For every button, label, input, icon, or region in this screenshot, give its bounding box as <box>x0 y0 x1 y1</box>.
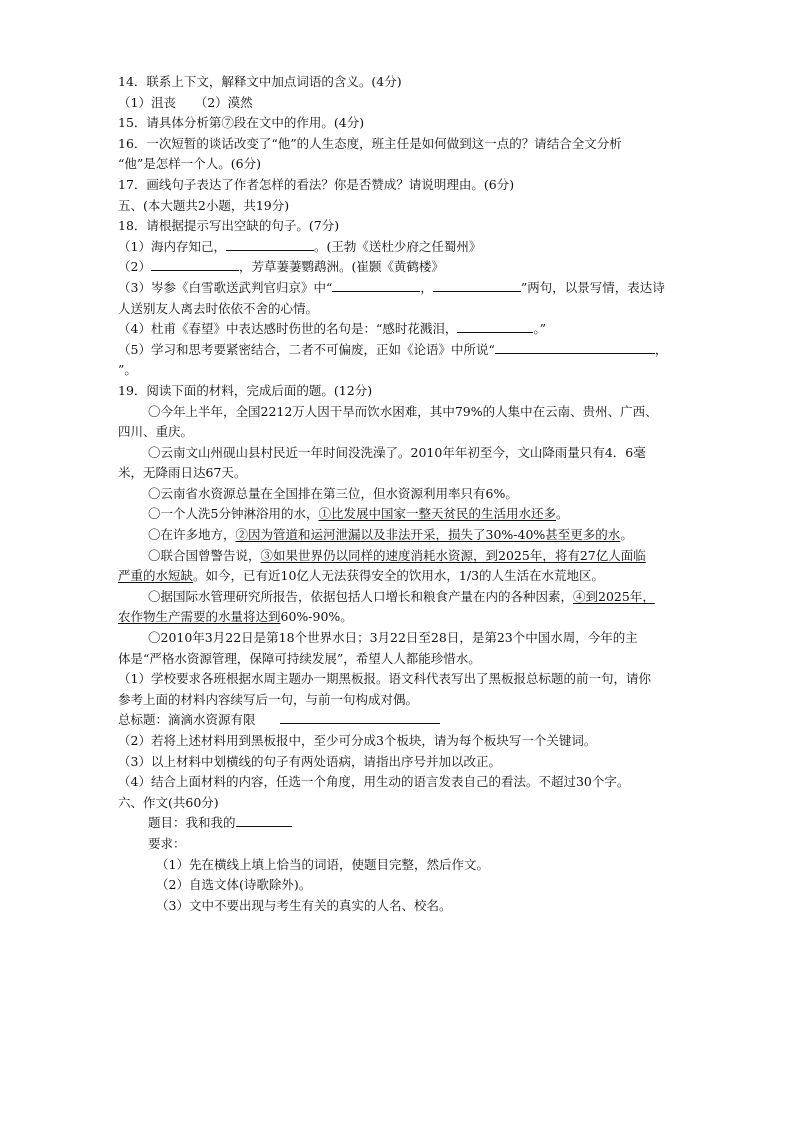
essay-title: 题目：我和我的 <box>118 813 718 834</box>
underlined-sentence-4: ④到2025年， <box>573 588 655 604</box>
question-18-item5: （5）学习和思考要紧密结合，二者不可偏废，正如《论语》中所说“ ， <box>118 341 668 357</box>
section-5-heading: 五、(本大题共2小题，共19分) <box>118 197 290 213</box>
question-14: 14．联系上下文，解释文中加点词语的含义。(4分) <box>118 74 402 89</box>
essay-requirement-2: （2）自选文体(诗歌除外)。 <box>156 877 312 893</box>
material-2: 〇云南文山州砚山县村民近一年时间没洗澡了。2010年年初至今，文山降雨量只有4．6毫 <box>148 444 646 460</box>
material-3: 〇云南省水资源总量在全国排在第三位，但水资源利用率只有6%。 <box>148 485 518 501</box>
section-6-heading: 六、作文(共60分) <box>118 794 219 810</box>
question-18-title: 18．请根据提示写出空缺的句子。(7分) <box>118 218 340 234</box>
question-18-item3-cont: 人送别友人离去时依依不舍的心情。 <box>118 300 319 316</box>
question-19-sub2: （2）若将上述材料用到黑板报中，至少可分成3个板块，请为每个板块写一个关键词。 <box>118 733 597 748</box>
material-4: 〇一个人洗5分钟淋浴用的水，①比发展中国家一整天贫民的生活用水还多。 <box>148 506 569 522</box>
question-19-sub3: （3）以上材料中划横线的句子有两处语病，请指出序号并加以改正。 <box>118 753 501 769</box>
question-19-title: 19．阅读下面的材料，完成后面的题。(12分) <box>118 382 373 398</box>
title-blank[interactable] <box>236 814 292 827</box>
underlined-sentence-2: ②因为管道和运河泄漏以及非法开采，损失了30%-40%甚至更多的水 <box>235 527 621 543</box>
question-18-item4: （4）杜甫《春望》中表达感时伤世的名句是：“感时花溅泪， 。” <box>118 321 546 337</box>
material-8-cont: 体是“严格水资源管理，保障可持续发展”，希望人人都能珍惜水。 <box>118 650 481 666</box>
material-7: 〇据国际水管理研究所报告，依据包括人口增长和粮食产量在内的各种因素，④到2025年， <box>148 588 655 604</box>
answer-blank[interactable] <box>495 341 655 354</box>
underlined-sentence-3: ③如果世界仍以同样的速度消耗水资源，到2025年，将有27亿人面临 <box>260 547 646 563</box>
question-18-item5-cont: ”。 <box>118 362 137 378</box>
material-6: 〇联合国曾警告说，③如果世界仍以同样的速度消耗水资源，到2025年，将有27亿人面临 <box>148 547 646 563</box>
essay-requirement-3: （3）文中不要出现与考生有关的真实的人名、校名。 <box>156 897 452 913</box>
material-8: 〇2010年3月22日是第18个世界水日；3月22日至28日，是第23个中国水周，今年的主 <box>148 630 638 646</box>
material-1: 〇今年上半年，全国2212万人因干旱而饮水困难，其中79%的人集中在云南、贵州、广西、 <box>148 403 658 419</box>
answer-blank[interactable] <box>457 320 533 333</box>
underlined-sentence-3-cont: 严重的水短缺 <box>118 568 194 584</box>
answer-blank[interactable] <box>226 238 314 251</box>
material-2-cont: 米，无降雨日达67天。 <box>118 465 247 481</box>
question-18-item2: （2） ，芳草萋萋鹦鹉洲。(崔颢《黄鹤楼》 <box>118 259 444 275</box>
question-19-sub4: （4）结合上面材料的内容，任选一个角度，用生动的语言发表自己的看法。不超过30个字。 <box>118 774 630 790</box>
question-18-item1: （1）海内存知己， 。(王勃《送杜少府之任蜀州》 <box>118 238 482 254</box>
material-7-cont: 农作物生产需要的水量将达到60%-90%。 <box>118 609 353 625</box>
blackboard-title-line: 总标题：滴滴水资源有限 <box>118 710 718 731</box>
question-19-sub1: （1）学校要求各班根据水周主题办一期黑板报。语文科代表写出了黑板报总标题的前一句，请你 <box>118 671 651 687</box>
exam-page <box>118 72 718 916</box>
material-5: 〇在许多地方，②因为管道和运河泄漏以及非法开采，损失了30%-40%甚至更多的水。 <box>148 527 633 543</box>
question-17: 17．画线句子表达了作者怎样的看法？你是否赞成？请说明理由。(6分) <box>118 176 515 192</box>
question-18-item3: （3）岑参《白雪歌送武判官归京》中“ ， ”两句，以景写情，表达诗 <box>118 279 665 295</box>
answer-blank[interactable] <box>280 711 440 724</box>
material-1-cont: 四川、重庆。 <box>118 424 194 440</box>
question-15: 15．请具体分析第⑦段在文中的作用。(4分) <box>118 115 365 131</box>
essay-requirements-label: 要求： <box>148 835 186 851</box>
answer-blank[interactable] <box>332 279 420 292</box>
question-16-line2: “他”是怎样一个人。(6分) <box>118 156 261 172</box>
underlined-sentence-4-cont: 农作物生产需要的水量将达到 <box>118 609 281 625</box>
answer-blank[interactable] <box>151 258 239 271</box>
question-16-line1: 16．一次短暂的谈话改变了“他”的人生态度，班主任是如何做到这一点的？请结合全文分析 <box>118 135 622 151</box>
question-19-sub1-cont: 参考上面的材料内容续写后一句，与前一句构成对偶。 <box>118 691 419 707</box>
material-6-cont: 严重的水短缺。如今，已有近10亿人无法获得安全的饮用水，1/3的人生活在水荒地区。 <box>118 568 605 584</box>
answer-blank[interactable] <box>433 279 521 292</box>
question-14-terms: （1）沮丧 （2）漠然 <box>118 94 253 110</box>
essay-requirement-1: （1）先在横线上填上恰当的词语，使题目完整，然后作文。 <box>156 856 489 872</box>
underlined-sentence-1: ①比发展中国家一整天贫民的生活用水还多 <box>318 506 556 522</box>
